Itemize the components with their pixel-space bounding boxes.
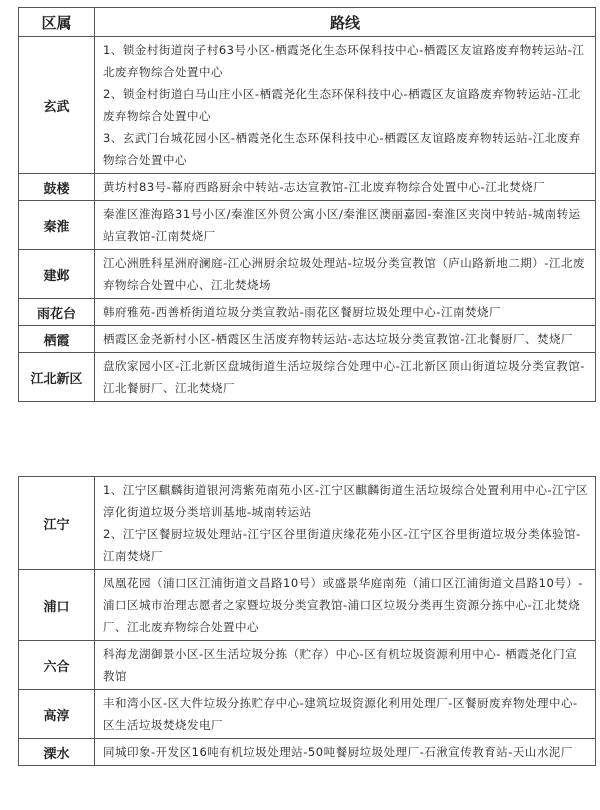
route-text: 丰和湾小区-区大件垃圾分拣贮存中心-建筑垃圾资源化利用处理厂-区餐厨废弃物处理中心-区生活垃圾焚烧发电厂	[103, 696, 578, 732]
route-text: 3、玄武门台城花园小区-栖霞尧化生态环保科技中心-栖霞区友谊路废弃物转运站-江北废弃物综合处置中心	[103, 131, 581, 167]
table-row	[19, 739, 596, 766]
route-text: 江心洲胜科星洲府澜庭-江心洲厨余垃圾处理站-垃圾分类宣教馆（庐山路新地二期）-江北废弃物综合处置中心、江北焚烧场	[103, 256, 585, 292]
route-text: 秦淮区淮海路31号小区/秦淮区外贸公寓小区/秦淮区澳丽嘉园-秦淮区夹岗中转站-城南转运站宣教馆-江南焚烧厂	[103, 207, 581, 243]
district-cell: 六合	[19, 641, 95, 690]
route-text: 黄坊村83号-幕府西路厨余中转站-志达宣教馆-江北废弃物综合处置中心-江北焚烧厂	[103, 180, 546, 194]
table-row	[19, 174, 596, 201]
district-cell: 玄武	[19, 37, 95, 174]
route-cell	[95, 250, 596, 299]
route-text: 1、江宁区麒麟街道银河湾紫苑南苑小区-江宁区麒麟街道生活垃圾综合处置利用中心-江宁区淳化街道垃圾分类培训基地-城南转运站	[103, 483, 589, 519]
route-text: 同城印象-开发区16吨有机垃圾处理站-50吨餐厨垃圾处理厂-石湫宣传教育站-天山水泥厂	[103, 745, 573, 759]
route-cell	[95, 326, 596, 353]
district-cell: 高淳	[19, 690, 95, 739]
table-row	[19, 353, 596, 402]
route-cell	[95, 353, 596, 402]
route-cell	[95, 477, 596, 570]
table-row	[19, 250, 596, 299]
district-cell: 建邺	[19, 250, 95, 299]
route-text: 栖霞区金尧新村小区-栖霞区生活废弃物转运站-志达垃圾分类宣教馆-江北餐厨厂、焚烧厂	[103, 332, 573, 346]
table-row	[19, 477, 596, 570]
route-table-part-1	[18, 7, 596, 402]
route-cell	[95, 299, 596, 326]
header-district: 区属	[19, 8, 95, 37]
table-row	[19, 641, 596, 690]
route-cell	[95, 37, 596, 174]
route-cell	[95, 690, 596, 739]
district-cell: 江北新区	[19, 353, 95, 402]
route-cell	[95, 201, 596, 250]
table-row	[19, 326, 596, 353]
route-table-part-2	[18, 476, 596, 766]
route-cell	[95, 739, 596, 766]
district-cell: 溧水	[19, 739, 95, 766]
district-cell: 鼓楼	[19, 174, 95, 201]
route-text: 韩府雅苑-西善桥街道垃圾分类宣教站-雨花区餐厨垃圾处理中心-江南焚烧厂	[103, 305, 501, 319]
route-text: 2、江宁区餐厨垃圾处理站-江宁区谷里街道庆缘花苑小区-江宁区谷里街道垃圾分类体验馆-江南焚烧厂	[103, 527, 581, 563]
district-cell: 栖霞	[19, 326, 95, 353]
header-route: 路线	[95, 8, 596, 37]
district-cell: 浦口	[19, 570, 95, 641]
route-text: 科海龙湖御景小区-区生活垃圾分拣（贮存）中心-区有机垃圾资源利用中心- 栖霞尧化门宣教馆	[103, 647, 578, 683]
table-row	[19, 570, 596, 641]
route-cell	[95, 570, 596, 641]
table-row	[19, 299, 596, 326]
table-row	[19, 690, 596, 739]
district-cell: 雨花台	[19, 299, 95, 326]
route-text: 盘欣家园小区-江北新区盘城街道生活垃圾综合处理中心-江北新区顶山街道垃圾分类宣教馆-江北餐厨厂、江北焚烧厂	[103, 359, 585, 395]
header-row	[19, 8, 596, 37]
district-cell: 江宁	[19, 477, 95, 570]
table-row	[19, 37, 596, 174]
route-text: 1、锁金村街道岗子村63号小区-栖霞尧化生态环保科技中心-栖霞区友谊路废弃物转运站-江北废弃物综合处置中心	[103, 43, 585, 79]
route-cell	[95, 174, 596, 201]
district-cell: 秦淮	[19, 201, 95, 250]
route-text: 凤凰花园（浦口区江浦街道文昌路10号）或盛景华庭南苑（浦口区江浦街道文昌路10号）-浦口区城市治理志愿者之家暨垃圾分类宣教馆-浦口区垃圾分类再生资源分拣中心-江北焚烧厂、江北废弃物综合处置中心	[103, 576, 583, 634]
route-text: 2、锁金村街道白马山庄小区-栖霞尧化生态环保科技中心-栖霞区友谊路废弃物转运站-江北废弃物综合处置中心	[103, 87, 581, 123]
table-row	[19, 201, 596, 250]
route-cell	[95, 641, 596, 690]
